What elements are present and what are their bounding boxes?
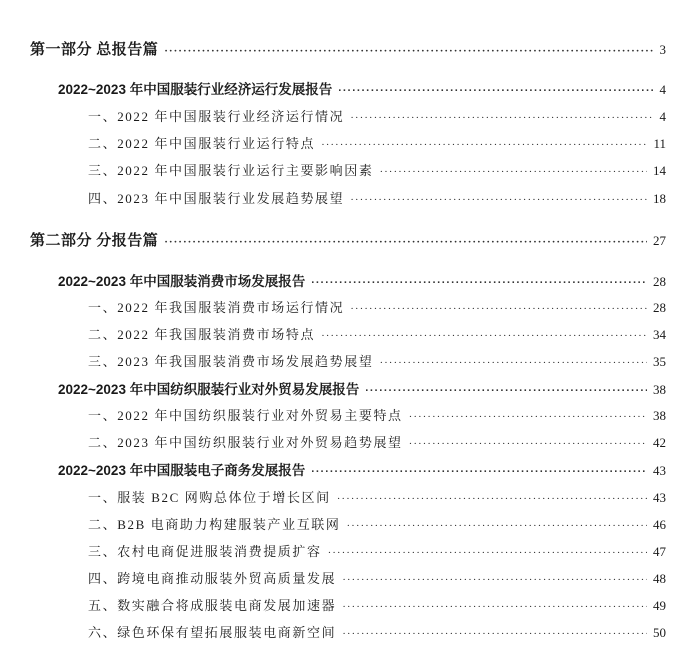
dot-leader [342,574,647,586]
dot-leader [337,493,647,505]
toc-title: 三、2022 年中国服装行业运行主要影响因素 [88,163,374,178]
toc-item[interactable] [88,324,666,343]
dot-leader [311,277,647,289]
toc-item[interactable] [88,106,666,125]
dot-leader [350,194,647,206]
toc-report[interactable] [58,459,666,479]
toc-item[interactable] [88,595,666,614]
toc-item[interactable] [88,133,666,152]
toc-title: 二、2022 年中国服装行业运行特点 [88,136,316,151]
toc-part[interactable] [30,38,666,59]
toc-page-number: 35 [653,354,666,369]
toc-page-number: 43 [653,463,666,478]
toc-title: 一、2022 年中国纺织服装行业对外贸易主要特点 [88,408,403,423]
dot-leader [347,520,648,532]
toc-title: 2022~2023 年中国纺织服装行业对外贸易发展报告 [58,382,360,397]
toc-title: 二、B2B 电商助力构建服装产业互联网 [88,517,341,532]
toc-item[interactable] [88,351,666,370]
toc-page-number: 11 [653,136,666,151]
toc-page-number: 50 [653,625,666,640]
dot-leader [342,601,647,613]
toc-page-number: 4 [659,82,666,97]
dot-leader [321,330,647,342]
toc-title: 三、2023 年我国服装消费市场发展趋势展望 [88,354,374,369]
toc-page-number: 18 [653,191,666,206]
dot-leader [350,112,653,124]
dot-leader [342,628,647,640]
toc-report[interactable] [58,78,666,98]
dot-leader [379,166,647,178]
toc-page-number: 43 [653,490,666,505]
toc-page-number: 3 [659,42,666,57]
toc-page-number: 49 [653,598,666,613]
toc-item[interactable] [88,432,666,451]
dot-leader [365,385,647,397]
toc-title: 一、服装 B2C 网购总体位于增长区间 [88,490,331,505]
toc-title: 四、跨境电商推动服装外贸高质量发展 [88,571,337,586]
toc-title: 五、数实融合将成服装电商发展加速器 [88,598,337,613]
toc-item[interactable] [88,541,666,560]
toc-title: 六、绿色环保有望拓展服装电商新空间 [88,625,337,640]
toc-item[interactable] [88,297,666,316]
toc-page-number: 46 [653,517,666,532]
toc-title: 二、2022 年我国服装消费市场特点 [88,327,316,342]
toc-title: 2022~2023 年中国服装行业经济运行发展报告 [58,82,333,97]
toc-title: 一、2022 年中国服装行业经济运行情况 [88,109,345,124]
toc-page-number: 42 [653,435,666,450]
dot-leader [379,357,647,369]
toc-part[interactable] [30,229,666,250]
toc-item[interactable] [88,568,666,587]
toc-page-number: 47 [653,544,666,559]
toc-page-number: 38 [653,408,666,423]
toc-title: 第一部分 总报告篇 [30,42,159,58]
toc-page-number: 4 [659,109,666,124]
toc-title: 第二部分 分报告篇 [30,233,159,249]
toc-page-number: 48 [653,571,666,586]
toc-item[interactable] [88,160,666,179]
toc-item[interactable] [88,514,666,533]
toc-title: 2022~2023 年中国服装消费市场发展报告 [58,274,306,289]
toc-page-number: 14 [653,163,666,178]
toc-item[interactable] [88,188,666,207]
dot-leader [164,45,653,57]
toc-item[interactable] [88,622,666,641]
toc-page-number: 34 [653,327,666,342]
toc-page-number: 28 [653,300,666,315]
toc-item[interactable] [88,405,666,424]
dot-leader [409,411,647,423]
toc-page-number: 27 [653,233,666,248]
dot-leader [321,139,647,151]
toc-title: 三、农村电商促进服装消费提质扩容 [88,544,322,559]
dot-leader [311,466,647,478]
toc-title: 四、2023 年中国服装行业发展趋势展望 [88,191,345,206]
toc-title: 二、2023 年中国纺织服装行业对外贸易趋势展望 [88,435,403,450]
toc-report[interactable] [58,378,666,398]
toc-title: 一、2022 年我国服装消费市场运行情况 [88,300,345,315]
toc-page-number: 28 [653,274,666,289]
dot-leader [350,303,647,315]
dot-leader [409,438,647,450]
dot-leader [338,85,653,97]
toc-item[interactable] [88,487,666,506]
dot-leader [328,547,647,559]
toc-title: 2022~2023 年中国服装电子商务发展报告 [58,463,306,478]
dot-leader [164,236,647,248]
toc-page-number: 38 [653,382,666,397]
toc-report[interactable] [58,270,666,290]
